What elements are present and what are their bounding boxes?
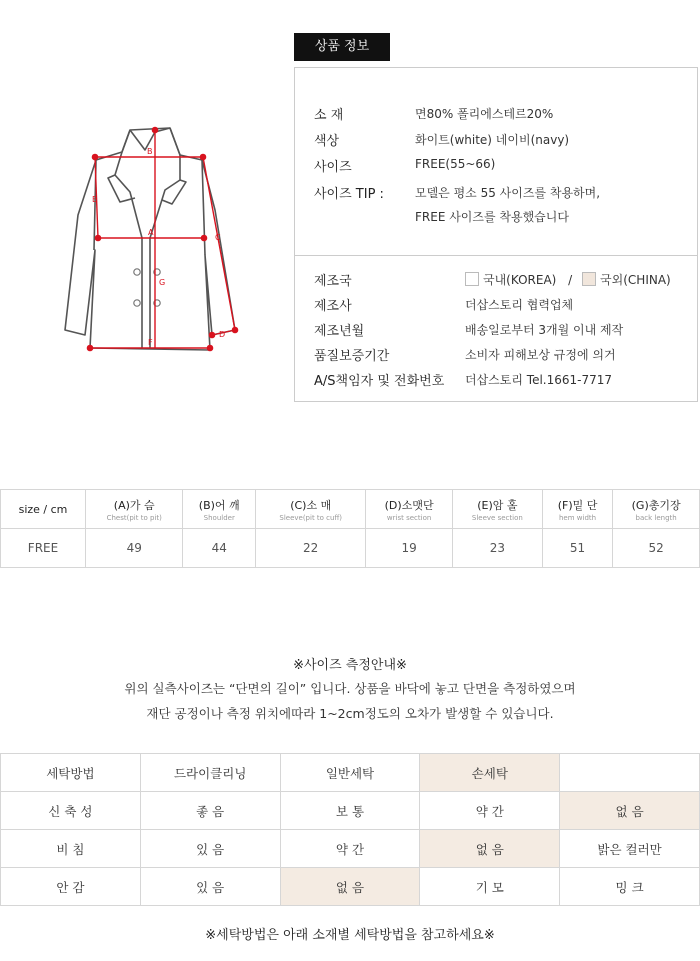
size-notice-title: ※사이즈 측정안내※ xyxy=(293,658,407,673)
wash-cell: 손세탁 xyxy=(420,754,560,792)
wash-cell: 안 감 xyxy=(1,868,141,906)
wash-cell: 있 음 xyxy=(140,868,280,906)
wash-table xyxy=(0,753,700,906)
maker-label: A/S책임자 및 전화번호 xyxy=(314,374,445,389)
maker-value: 배송일로부터 3개월 이내 제작 xyxy=(465,323,624,337)
wash-cell: 보 통 xyxy=(280,792,420,830)
info-value: 면80% 폴리에스테르20% xyxy=(415,107,554,121)
label-a: A xyxy=(148,228,154,237)
wash-row xyxy=(1,830,700,868)
wash-cell: 없 음 xyxy=(560,792,700,830)
product-info-box-basic xyxy=(294,67,698,255)
size-cell: FREE xyxy=(1,529,86,568)
label-g: G xyxy=(159,278,166,287)
wash-cell: 드라이클리닝 xyxy=(140,754,280,792)
size-header-cell: (B)어 깨 Shoulder xyxy=(183,490,256,529)
info-value: FREE(55~66) xyxy=(415,157,496,171)
size-header-cell: (G)총기장 back length xyxy=(613,490,700,529)
size-cell: 44 xyxy=(183,529,256,568)
wash-cell: 밍 크 xyxy=(560,868,700,906)
label-b: B xyxy=(147,147,153,156)
maker-label: 품질보증기간 xyxy=(314,349,390,364)
label-d: D xyxy=(219,330,226,339)
wash-cell: 일반세탁 xyxy=(280,754,420,792)
size-cell: 22 xyxy=(256,529,366,568)
info-value: FREE 사이즈를 착용했습니다 xyxy=(415,210,569,224)
label-e: E xyxy=(92,195,98,204)
jacket-diagram xyxy=(60,120,260,365)
size-cell: 49 xyxy=(86,529,183,568)
wash-row xyxy=(1,792,700,830)
info-value: 모델은 평소 55 사이즈를 착용하며, xyxy=(415,186,601,200)
wash-cell: 약 간 xyxy=(420,792,560,830)
size-cell: 52 xyxy=(613,529,700,568)
china-checkbox xyxy=(582,272,596,286)
wash-cell: 있 음 xyxy=(140,830,280,868)
wash-footer-note: ※세탁방법은 아래 소재별 세탁방법을 참고하세요※ xyxy=(205,928,495,943)
origin-options xyxy=(465,271,671,288)
wash-cell: 약 간 xyxy=(280,830,420,868)
size-header-cell: (C)소 매 Sleeve(pit to cuff) xyxy=(256,490,366,529)
size-header-cell: (F)밑 단 hem width xyxy=(542,490,612,529)
info-label: 사이즈 TIP : xyxy=(314,187,384,202)
wash-cell: 밝은 컬러만 xyxy=(560,830,700,868)
product-info-tag: 상품 정보 xyxy=(294,33,390,61)
size-header-cell: (E)암 홀 Sleeve section xyxy=(452,490,542,529)
maker-value: 더삽스토리 협력업체 xyxy=(465,298,574,312)
size-table-header xyxy=(1,490,700,529)
info-label: 사이즈 xyxy=(314,160,352,175)
maker-value: 더삽스토리 Tel.1661-7717 xyxy=(465,373,613,387)
maker-label: 제조년월 xyxy=(314,324,365,339)
wash-cell: 없 음 xyxy=(280,868,420,906)
info-label: 색상 xyxy=(314,134,340,149)
origin-china: 국외(CHINA) xyxy=(600,273,671,287)
wash-cell: 없 음 xyxy=(420,830,560,868)
label-f: F xyxy=(148,338,153,347)
size-notice-line1: 위의 실측사이즈는 “단면의 길이” 입니다. 상품을 바닥에 놓고 단면을 측정하였으며 xyxy=(124,681,576,696)
size-table xyxy=(0,489,700,568)
wash-cell: 세탁방법 xyxy=(1,754,141,792)
korea-checkbox xyxy=(465,272,479,286)
wash-row xyxy=(1,868,700,906)
size-notice-line2: 재단 공정이나 측정 위치에따라 1~2cm정도의 오차가 발생할 수 있습니다. xyxy=(146,706,554,721)
size-cell: 23 xyxy=(452,529,542,568)
size-cell: 51 xyxy=(542,529,612,568)
maker-value: 소비자 피해보상 규정에 의거 xyxy=(465,348,616,362)
wash-cell: 비 침 xyxy=(1,830,141,868)
size-header-cell: (A)가 슴 Chest(pit to pit) xyxy=(86,490,183,529)
maker-label: 제조국 xyxy=(314,274,352,289)
size-header-cell: (D)소맷단 wrist section xyxy=(366,490,453,529)
wash-row xyxy=(1,754,700,792)
size-header-cell: size / cm xyxy=(1,490,86,529)
info-value: 화이트(white) 네이비(navy) xyxy=(415,133,570,147)
wash-cell: 기 모 xyxy=(420,868,560,906)
origin-divider: / xyxy=(568,273,573,287)
origin-korea: 국내(KOREA) xyxy=(483,273,557,287)
size-table-row xyxy=(1,529,700,568)
wash-cell: 신 축 성 xyxy=(1,792,141,830)
size-cell: 19 xyxy=(366,529,453,568)
info-label: 소 재 xyxy=(314,108,344,123)
wash-cell xyxy=(560,754,700,792)
label-c: C xyxy=(215,233,221,242)
maker-label: 제조사 xyxy=(314,299,352,314)
wash-cell: 좋 음 xyxy=(140,792,280,830)
